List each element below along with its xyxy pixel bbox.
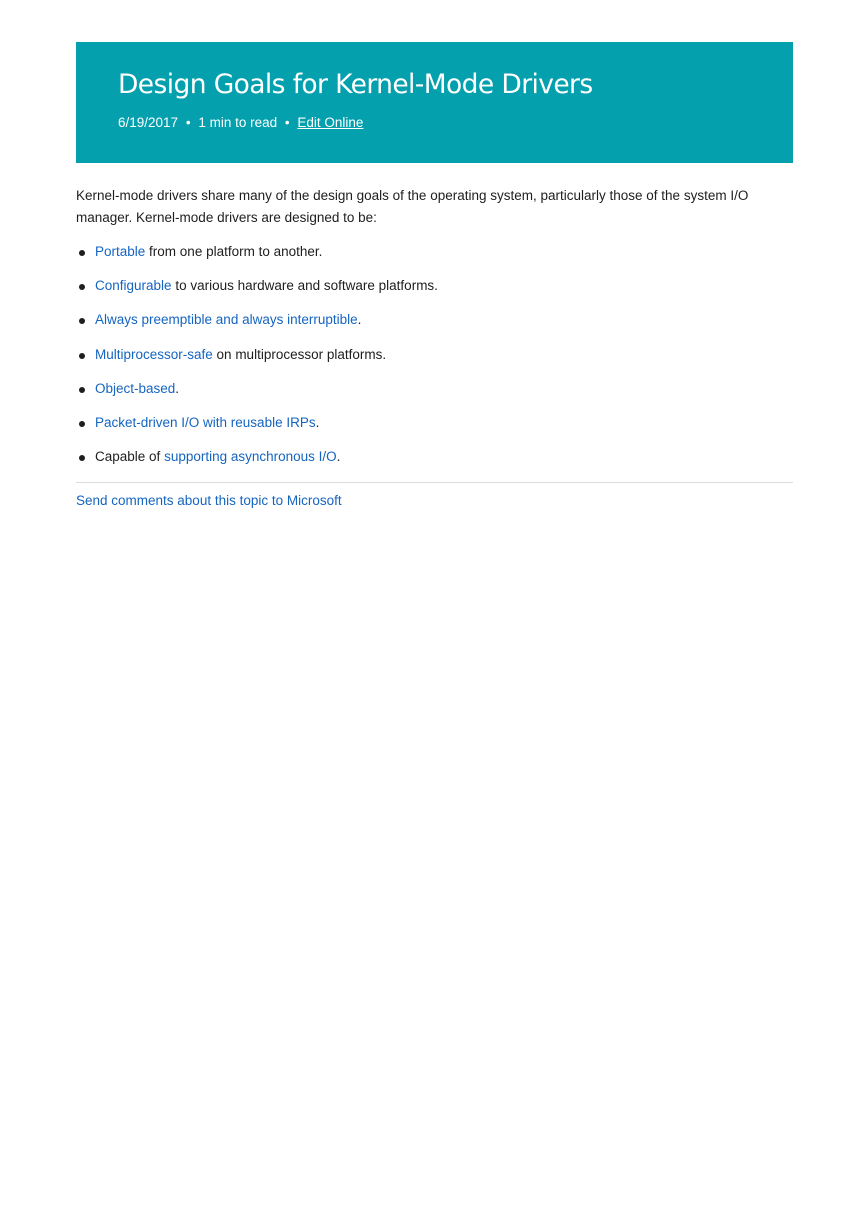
goal-suffix: . <box>175 380 180 396</box>
goal-link-multiprocessor-safe[interactable]: Multiprocessor-safe <box>95 346 213 362</box>
goal-suffix: . <box>336 449 341 465</box>
bullet-icon <box>79 284 85 290</box>
meta-separator: • <box>284 115 290 130</box>
goal-link-configurable[interactable]: Configurable <box>95 278 172 294</box>
publish-date: 6/19/2017 <box>118 115 179 130</box>
goal-link-object-based[interactable]: Object-based <box>95 380 176 396</box>
goal-link-packet-driven-io[interactable]: Packet-driven I/O with reusable IRPs <box>95 414 316 430</box>
article-meta <box>118 115 363 130</box>
bullet-icon <box>79 387 85 393</box>
list-item <box>76 412 793 446</box>
page-title: Design Goals for Kernel-Mode Drivers <box>118 69 593 100</box>
list-item <box>76 378 793 412</box>
header-banner <box>76 42 793 163</box>
send-feedback-link[interactable]: Send comments about this topic to Microsoft <box>76 493 342 508</box>
read-time: 1 min to read <box>198 115 278 130</box>
list-item <box>76 241 793 275</box>
goal-link-asynchronous-io[interactable]: supporting asynchronous I/O <box>164 449 337 465</box>
list-item <box>76 344 793 378</box>
bullet-icon <box>79 353 85 359</box>
list-item <box>76 309 793 343</box>
goal-suffix: from one platform to another. <box>145 244 323 259</box>
bullet-icon <box>79 455 85 461</box>
goal-suffix: . <box>357 312 362 328</box>
goal-link-preemptible[interactable]: Always preemptible and always interruptible <box>95 312 358 328</box>
design-goals-list <box>76 241 793 480</box>
bullet-icon <box>79 318 85 324</box>
list-item <box>76 446 793 480</box>
goal-link-portable[interactable]: Portable <box>95 244 146 259</box>
goal-prefix: Capable of <box>95 449 165 465</box>
footer-divider <box>76 482 793 483</box>
list-item <box>76 275 793 309</box>
goal-suffix: on multiprocessor platforms. <box>212 346 387 362</box>
goal-suffix: to various hardware and software platforms. <box>171 278 438 294</box>
bullet-icon <box>79 421 85 427</box>
meta-separator: • <box>185 115 191 130</box>
edit-online-link[interactable]: Edit Online <box>297 115 364 130</box>
goal-suffix: . <box>315 414 320 430</box>
intro-paragraph: Kernel-mode drivers share many of the design goals of the operating system, particularly those of the system I/O manager. Kernel-mode drivers are designed to be: <box>76 188 749 225</box>
bullet-icon <box>79 250 85 256</box>
